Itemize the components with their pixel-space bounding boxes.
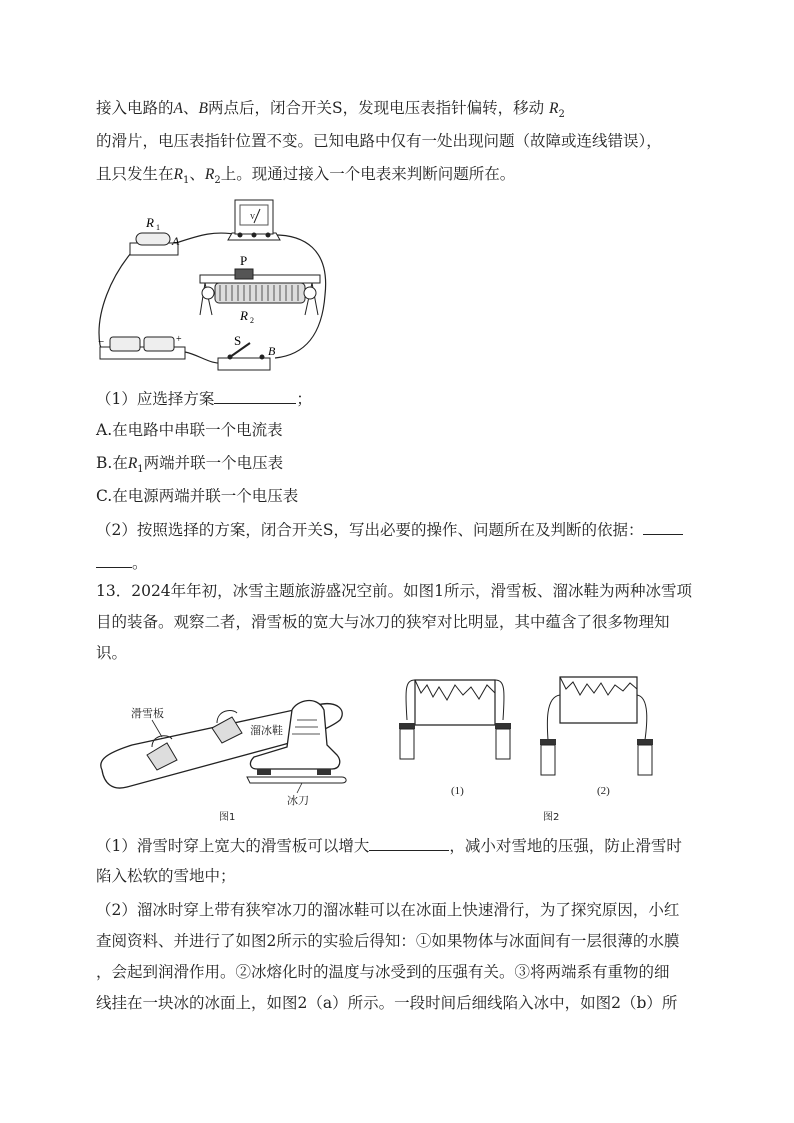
answer-blank[interactable] bbox=[96, 552, 132, 568]
r1-label: R bbox=[146, 215, 154, 230]
answer-blank[interactable] bbox=[369, 835, 449, 851]
answer-blank[interactable] bbox=[643, 519, 683, 535]
figure-2-caption: 图2 bbox=[543, 812, 560, 823]
plus-label: + bbox=[176, 334, 182, 345]
resistor-r1 bbox=[130, 233, 178, 255]
resistor-symbol: R bbox=[549, 100, 559, 117]
question-text: ，减小对雪地的压强，防止滑雪时 bbox=[449, 837, 682, 855]
pointer-line bbox=[152, 720, 162, 737]
option-a: A.在电路中串联一个电流表 bbox=[96, 421, 283, 439]
sub-question-2-line-2: 查阅资料、并进行了如图2所示的实验后得知：①如果物体与冰面间有一层很薄的水膜 bbox=[96, 932, 680, 950]
text-span: 两点后，闭合开关S，发现电压表指针偏转，移动 bbox=[207, 99, 545, 117]
point-b-label: B bbox=[198, 100, 208, 117]
resistor-symbol: R bbox=[127, 455, 138, 472]
ice-block-a bbox=[399, 680, 511, 759]
snowboard-label: 滑雪板 bbox=[131, 707, 164, 720]
text-line-1 bbox=[96, 98, 565, 125]
question-1 bbox=[96, 388, 312, 409]
text-span: 接入电路的 bbox=[96, 99, 174, 117]
text-span: 。 bbox=[132, 554, 148, 572]
subscript: 2 bbox=[214, 175, 221, 187]
text-span: 两端并联一个电压表 bbox=[143, 454, 284, 472]
question-text: （1）应选择方案 bbox=[96, 390, 215, 408]
q13-line-2: 目的装备。观察二者，滑雪板的宽大与冰刀的狭窄对比明显，其中蕴含了很多物理知 bbox=[96, 613, 670, 631]
question-2-cont bbox=[96, 552, 148, 573]
r2-sub: 2 bbox=[250, 316, 254, 325]
option-c: C.在电源两端并联一个电压表 bbox=[96, 487, 299, 505]
ice-block-b bbox=[540, 677, 653, 775]
sub-question-1-cont: 陷入松软的雪地中； bbox=[96, 867, 236, 885]
resistor-symbol: R bbox=[173, 166, 183, 183]
minus-label: − bbox=[98, 336, 105, 348]
b-label: B bbox=[268, 344, 276, 358]
text-line-3 bbox=[96, 164, 515, 191]
sub-question-2-line-4: 线挂在一块冰的冰面上，如图2（a）所示。一段时间后细线陷入冰中，如图2（b）所 bbox=[96, 994, 678, 1012]
s-label: S bbox=[234, 333, 242, 348]
blade-label: 冰刀 bbox=[287, 794, 309, 807]
sub-question-2-line-3: ，会起到润滑作用。②冰熔化时的温度与冰受到的压强有关。③将两端系有重物的细 bbox=[96, 963, 670, 981]
q13-line-3: 识。 bbox=[96, 644, 128, 662]
sub-question-1 bbox=[96, 835, 682, 856]
figure-2b-label: (2) bbox=[597, 785, 610, 797]
text-span: B.在 bbox=[96, 454, 128, 472]
question-2 bbox=[96, 519, 683, 540]
rheostat-r2 bbox=[200, 269, 320, 315]
text-span: 上。现通过接入一个电表来判断问题所在。 bbox=[220, 165, 516, 183]
subscript: 2 bbox=[558, 109, 565, 121]
skate-label: 溜冰鞋 bbox=[250, 724, 283, 737]
answer-blank[interactable] bbox=[214, 388, 296, 404]
option-b bbox=[96, 453, 283, 480]
text-span: 、 bbox=[189, 165, 205, 183]
point-a-label: A bbox=[173, 100, 183, 117]
figure-2a-label: (1) bbox=[451, 785, 464, 797]
a-label: A bbox=[172, 234, 180, 248]
text-span: ； bbox=[296, 390, 312, 408]
text-line-2: 的滑片，电压表指针位置不变。已知电路中仅有一处出现问题（故障或连线错误）， bbox=[96, 132, 662, 150]
figure-2 bbox=[395, 665, 655, 785]
question-text: （1）滑雪时穿上宽大的滑雪板可以增大 bbox=[96, 837, 370, 855]
circuit-diagram bbox=[90, 195, 340, 380]
text-span: 、 bbox=[182, 99, 199, 117]
r1-sub: 1 bbox=[156, 223, 160, 232]
figure-1 bbox=[92, 665, 357, 830]
q13-line-1: 13．2024年年初，冰雪主题旅游盛况空前。如图1所示，滑雪板、溜冰鞋为两种冰雪项 bbox=[96, 582, 693, 600]
p-label: P bbox=[240, 253, 248, 268]
sub-question-2-line-1: （2）溜冰时穿上带有狭窄冰刀的溜冰鞋可以在冰面上快速滑行，为了探究原因，小红 bbox=[96, 901, 680, 919]
text-span: 且只发生在 bbox=[96, 165, 174, 183]
voltmeter-label: V bbox=[250, 213, 256, 221]
r2-label: R bbox=[240, 308, 248, 323]
subscript: 1 bbox=[182, 175, 190, 187]
question-text: （2）按照选择的方案，闭合开关S，写出必要的操作、问题所在及判断的依据： bbox=[96, 521, 644, 539]
resistor-symbol: R bbox=[204, 166, 215, 183]
battery bbox=[100, 337, 185, 359]
figure-1-caption: 图1 bbox=[219, 812, 236, 823]
subscript: 1 bbox=[137, 464, 144, 476]
switch-s bbox=[218, 343, 270, 370]
